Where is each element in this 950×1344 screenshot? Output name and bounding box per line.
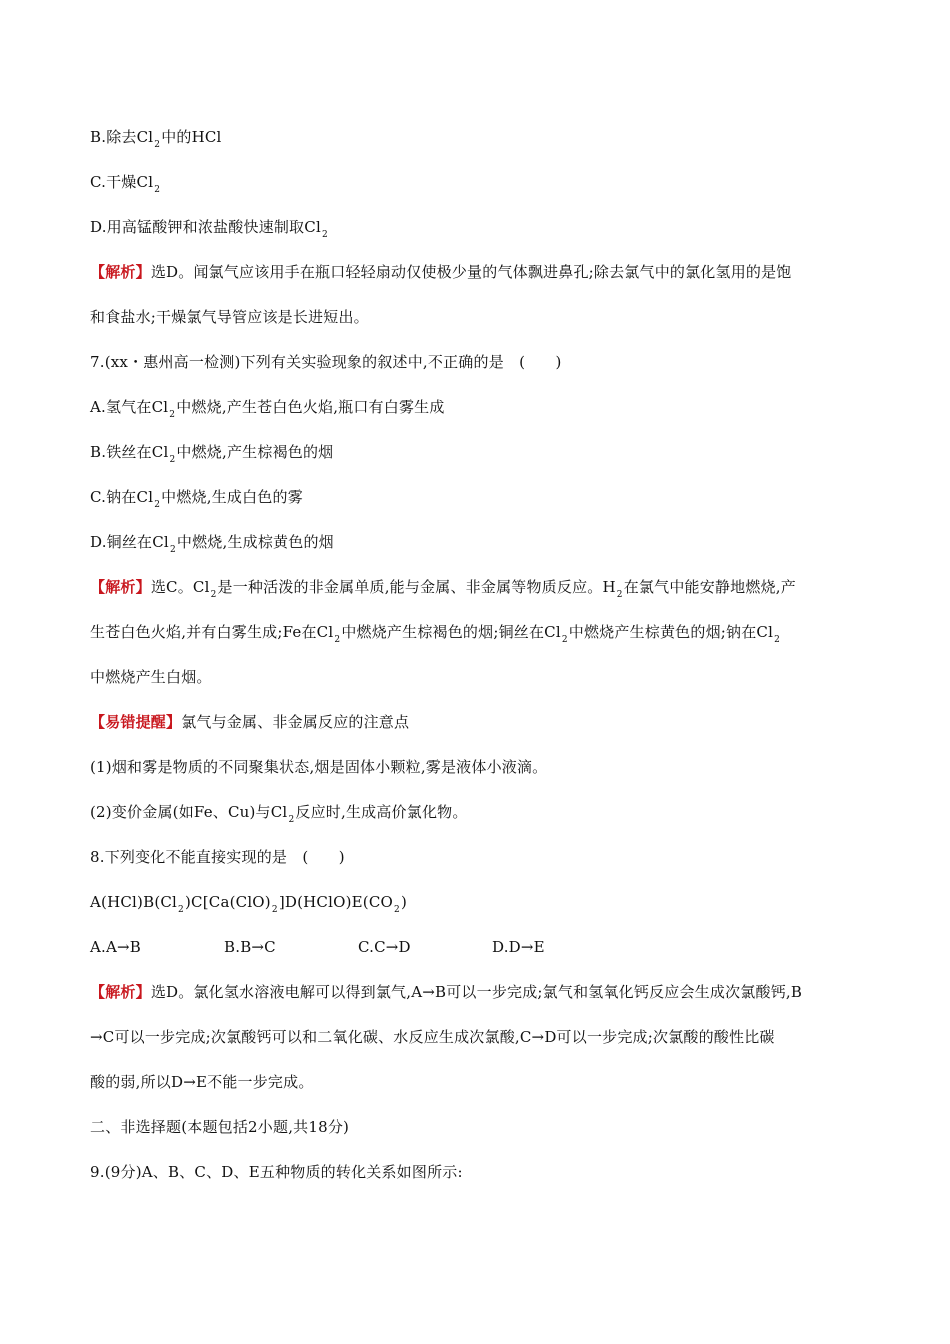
tip-tag: 【易错提醒】 [90,713,182,731]
q6-analysis-line-1: 【解析】选D。闻氯气应该用手在瓶口轻轻扇动仅使极少量的气体飘进鼻孔;除去氯气中的氯化氢用的是饱 [90,263,792,281]
q8-option-b: B.B→C [224,938,276,956]
q7-tip-point-1: (1)烟和雾是物质的不同聚集状态,烟是固体小颗粒,雾是液体小液滴。 [90,758,548,776]
section-heading: 二、非选择题(本题包括2小题,共18分) [90,1118,350,1136]
q8-option-c: C.C→D [358,938,411,956]
q9-stem: 9.(9分)A、B、C、D、E五种物质的转化关系如图所示: [90,1163,463,1181]
q8-option-d: D.D→E [492,938,545,956]
q6-option-c: C.干燥$Cl_2$ [90,173,161,195]
q6-option-b: B.除去$Cl_2$中的HCl [90,128,222,150]
q8-options [90,936,870,958]
q8-analysis-line-1: 【解析】选D。氯化氢水溶液电解可以得到氯气,A→B可以一步完成;氯气和氢氧化钙反应会生成次氯酸钙,B [90,983,803,1001]
q8-option-a: A.A→B [90,938,142,956]
q7-analysis-line-2: 生苍白色火焰,并有白雾生成;Fe在$Cl_2$中燃烧产生棕褐色的烟;铜丝在$Cl_2$中燃烧产生棕黄色的烟;钠在$Cl_2$ [90,623,781,645]
q8-stem: 8.下列变化不能直接实现的是 ( ) [90,848,345,866]
q7-analysis-line-1: 【解析】选C。$Cl_2$是一种活泼的非金属单质,能与金属、非金属等物质反应。$H_2$在氯气中能安静地燃烧,产 [90,578,796,600]
q7-stem: 7.(xx・惠州高一检测)下列有关实验现象的叙述中,不正确的是 ( ) [90,353,562,371]
q7-tip-point-2: (2)变价金属(如Fe、Cu)与$Cl_2$反应时,生成高价氯化物。 [90,803,468,825]
q7-option-b: B.铁丝在$Cl_2$中燃烧,产生棕褐色的烟 [90,443,334,465]
analysis-tag: 【解析】 [90,263,151,281]
q7-option-a: A.氢气在$Cl_2$中燃烧,产生苍白色火焰,瓶口有白雾生成 [90,398,445,420]
q7-tip-heading: 【易错提醒】氯气与金属、非金属反应的注意点 [90,713,410,731]
q8-chain: $A(HCl)B(Cl_2)C[Ca(ClO)_2]D(HClO)E(CO_2)$ [90,893,408,915]
q7-option-c: C.钠在$Cl_2$中燃烧,生成白色的雾 [90,488,303,510]
analysis-tag: 【解析】 [90,578,151,596]
q7-option-d: D.铜丝在$Cl_2$中燃烧,生成棕黄色的烟 [90,533,334,555]
q6-analysis-line-2: 和食盐水;干燥氯气导管应该是长进短出。 [90,308,369,326]
q8-analysis-line-3: 酸的弱,所以D→E不能一步完成。 [90,1073,314,1091]
q8-analysis-line-2: →C可以一步完成;次氯酸钙可以和二氧化碳、水反应生成次氯酸,C→D可以一步完成;次氯酸的酸性比碳 [90,1028,775,1046]
analysis-tag: 【解析】 [90,983,151,1001]
q6-option-d: D.用高锰酸钾和浓盐酸快速制取$Cl_2$ [90,218,328,240]
q7-analysis-line-3: 中燃烧产生白烟。 [90,668,212,686]
